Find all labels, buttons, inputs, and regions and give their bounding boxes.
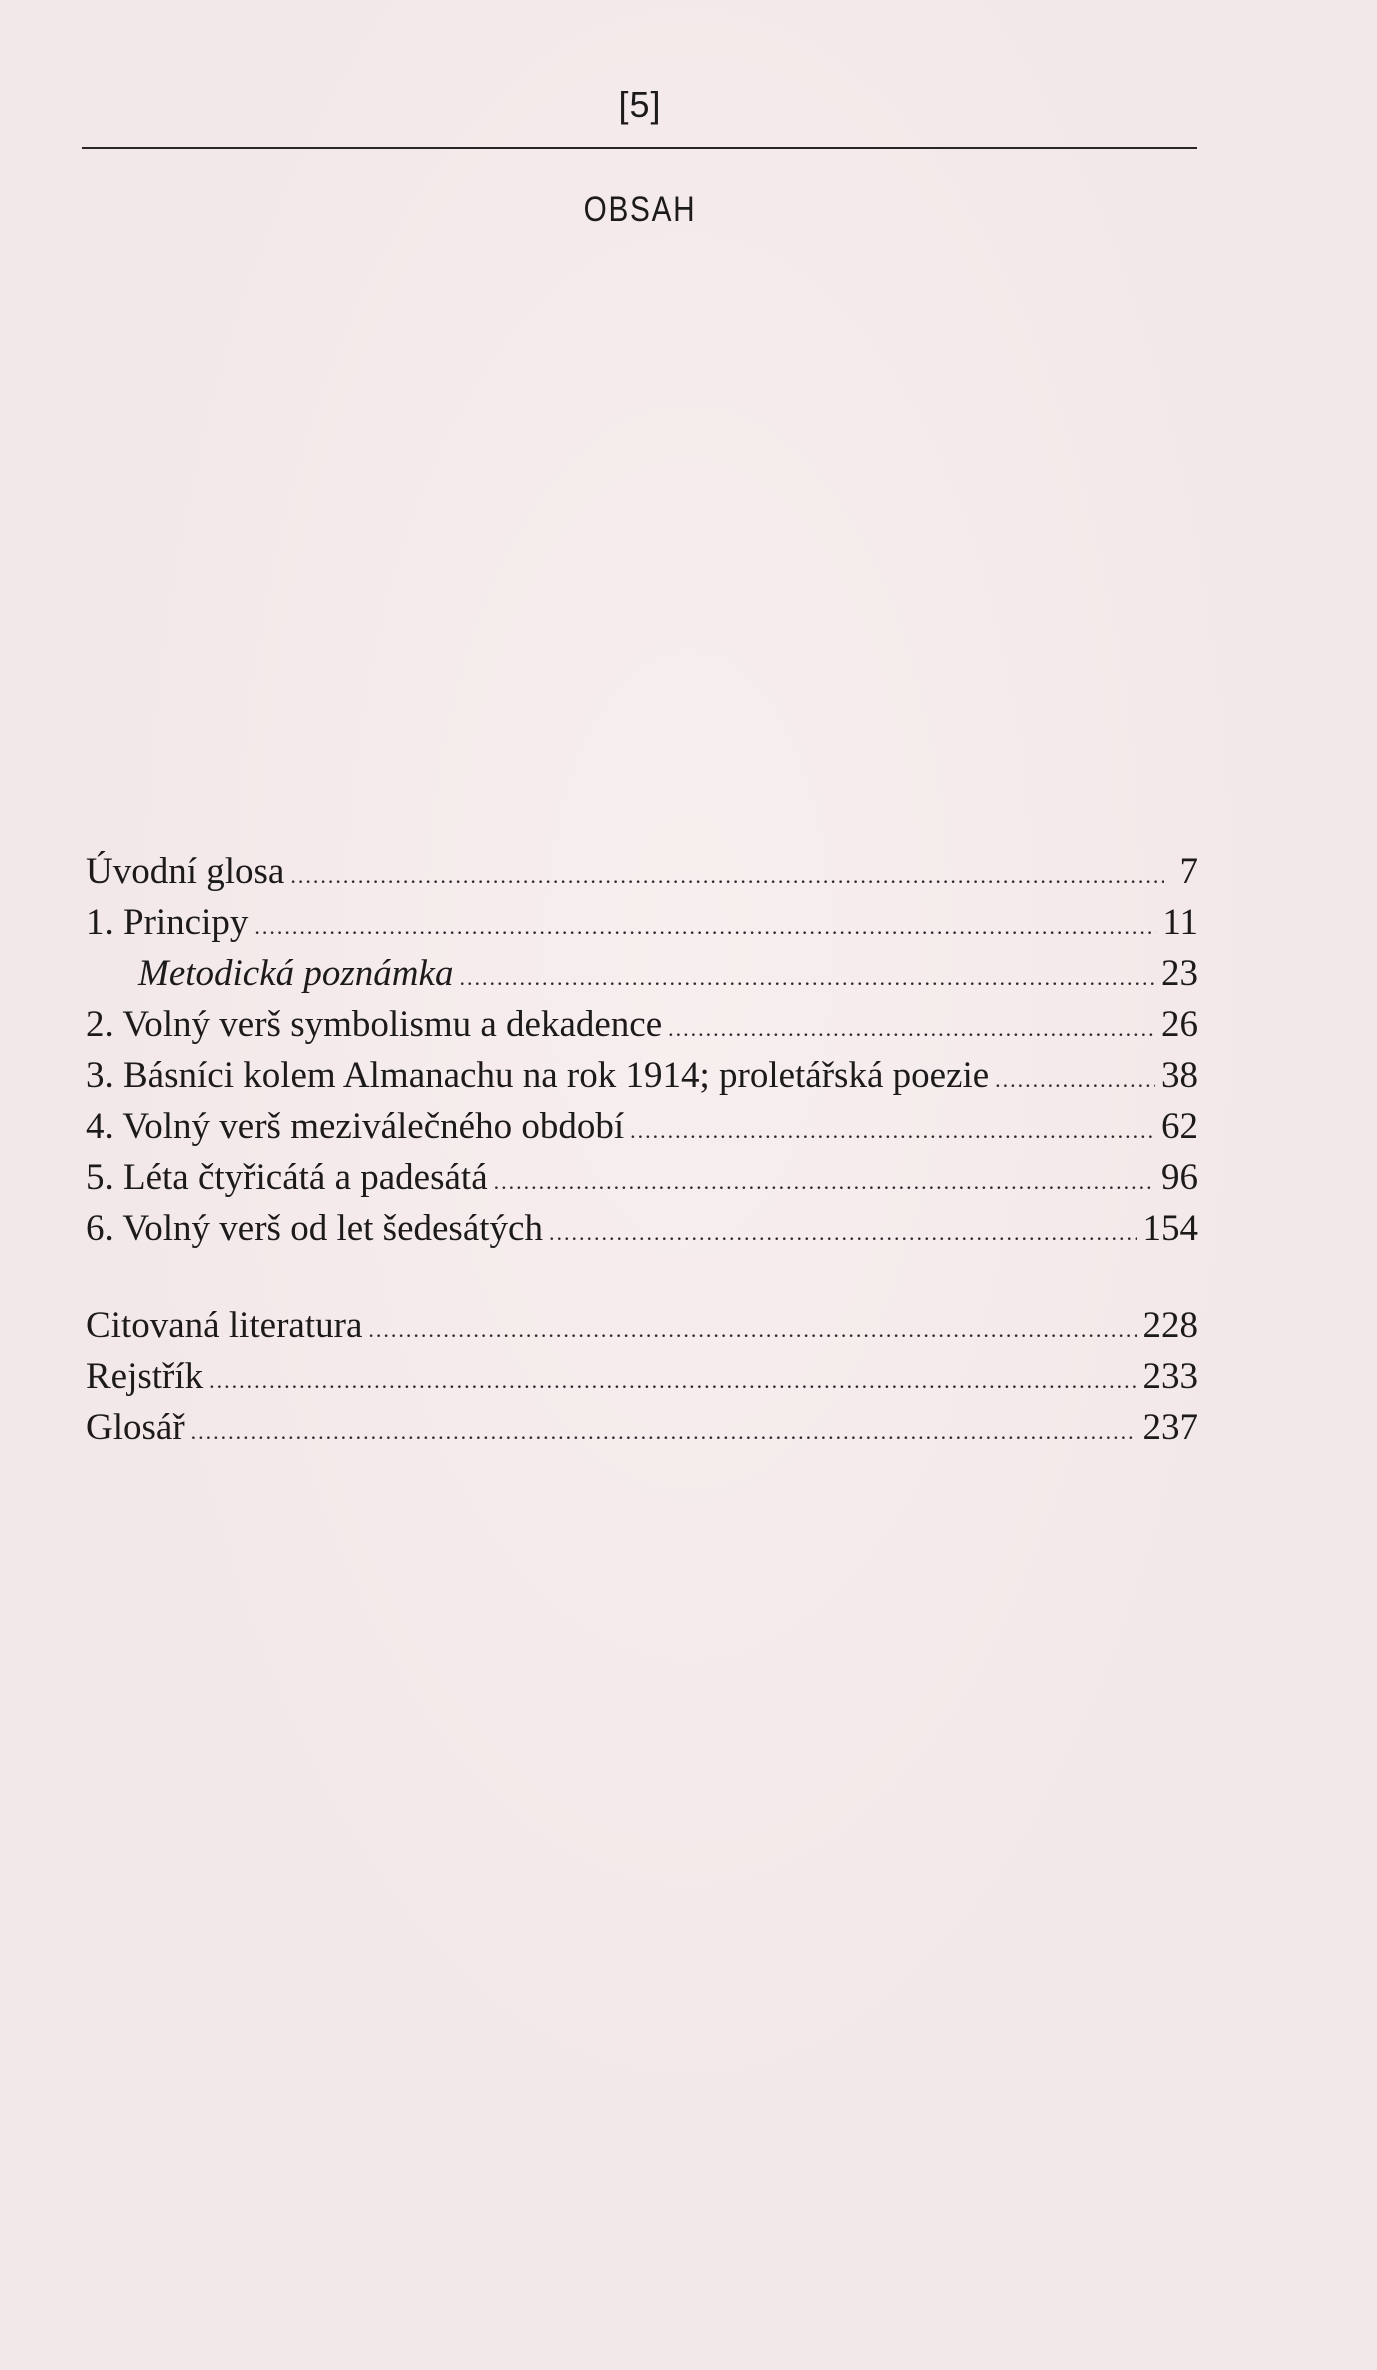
- toc-entry-title: Rejstřík: [86, 1356, 204, 1397]
- toc-entry-title: Úvodní glosa: [86, 851, 285, 892]
- toc-entry-page: 38: [1161, 1055, 1198, 1096]
- toc-entry-title: Glosář: [86, 1407, 185, 1448]
- toc-entry-principy: [86, 897, 1198, 948]
- toc-entry-page: 62: [1161, 1106, 1198, 1147]
- toc-entry-uvodni-glosa: [86, 846, 1198, 897]
- toc-entry-title: 4. Volný verš meziválečného období: [86, 1106, 625, 1147]
- page-number: [5]: [618, 84, 662, 125]
- table-of-contents: [86, 846, 1198, 1453]
- toc-entry-citovana-literatura: [86, 1300, 1198, 1351]
- toc-entry-page: 233: [1142, 1356, 1198, 1397]
- toc-leader-dots: [494, 1156, 1155, 1207]
- toc-leader-dots: [191, 1406, 1137, 1457]
- toc-entry-title: 3. Básníci kolem Almanachu na rok 1914; proletářská poezie: [86, 1055, 990, 1096]
- toc-entry-title: Metodická poznámka: [138, 953, 454, 994]
- toc-entry-title: 6. Volný verš od let šedesátých: [86, 1208, 543, 1249]
- toc-entry-title: 5. Léta čtyřicátá a padesátá: [86, 1157, 488, 1198]
- toc-entry-page: 228: [1142, 1305, 1198, 1346]
- toc-leader-dots: [549, 1207, 1137, 1258]
- toc-leader-dots: [459, 952, 1155, 1003]
- toc-entry-page: 11: [1162, 902, 1198, 943]
- toc-leader-dots: [290, 850, 1164, 901]
- toc-entry-title: 1. Principy: [86, 902, 249, 943]
- toc-entry-page: 26: [1161, 1004, 1198, 1045]
- toc-entry-title: 2. Volný verš symbolismu a dekadence: [86, 1004, 663, 1045]
- toc-leader-dots: [368, 1304, 1136, 1355]
- contents-heading: OBSAH: [583, 190, 697, 229]
- toc-entry-page: 154: [1142, 1208, 1198, 1249]
- header-rule: [82, 147, 1197, 149]
- toc-entry-title: Citovaná literatura: [86, 1305, 363, 1346]
- toc-leader-dots: [209, 1355, 1136, 1406]
- toc-leader-dots: [630, 1105, 1155, 1156]
- toc-entry-mezivalecne: [86, 1101, 1198, 1152]
- toc-leader-dots: [668, 1003, 1155, 1054]
- toc-leader-dots: [995, 1054, 1155, 1105]
- toc-entry-glosar: [86, 1402, 1198, 1453]
- toc-entry-almanach: [86, 1050, 1198, 1101]
- toc-entry-rejstrik: [86, 1351, 1198, 1402]
- toc-entry-page: 96: [1161, 1157, 1198, 1198]
- toc-entry-page: 23: [1161, 953, 1198, 994]
- toc-leader-dots: [254, 901, 1156, 952]
- toc-entry-symbolismu: [86, 999, 1198, 1050]
- toc-entry-page: 7: [1179, 851, 1198, 892]
- toc-entry-sedesatych: [86, 1203, 1198, 1254]
- toc-entry-ctyricata: [86, 1152, 1198, 1203]
- toc-entry-page: 237: [1142, 1407, 1198, 1448]
- toc-entry-metodicka-poznamka: [86, 948, 1198, 999]
